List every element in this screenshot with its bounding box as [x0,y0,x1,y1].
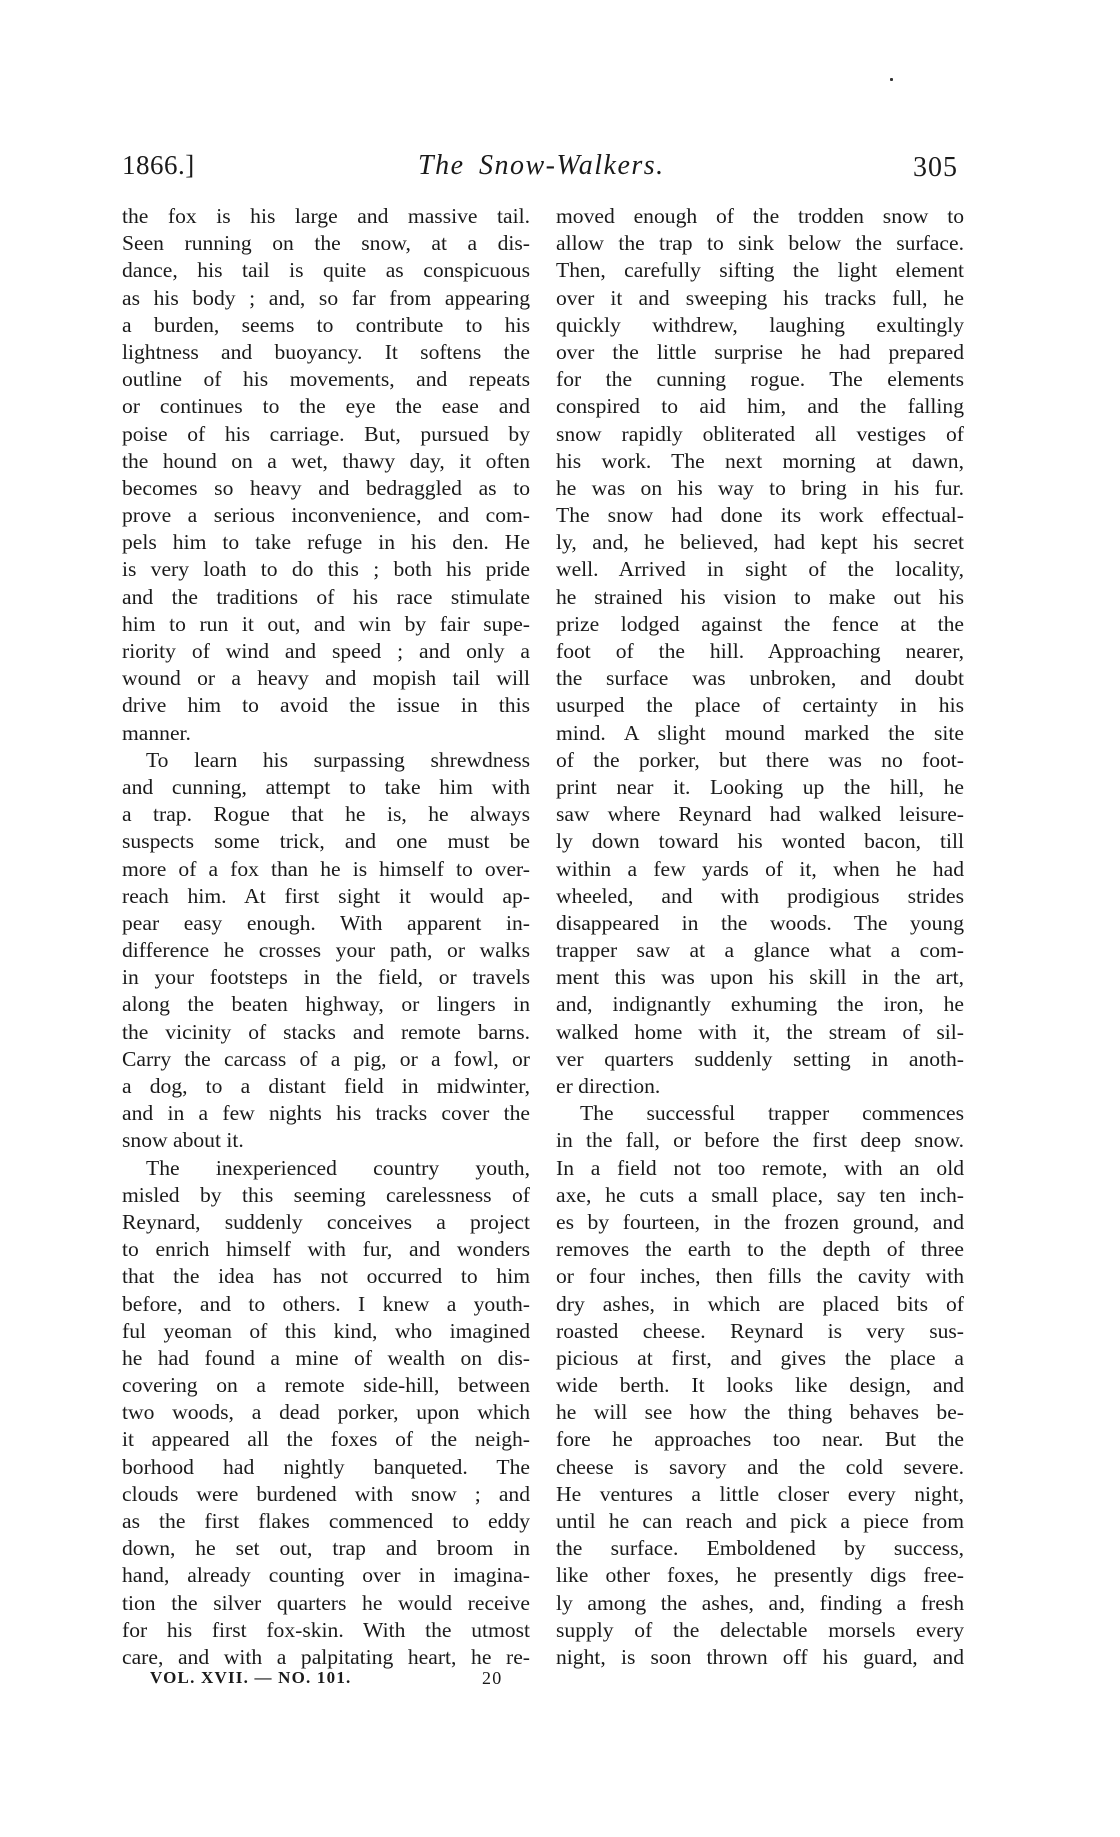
text-line: two woods, a dead porker, upon which [122,1400,530,1425]
text-line: foot of the hill. Approaching nearer, [556,639,964,663]
text-line: The inexperienced country youth, [146,1155,530,1180]
text-line: roasted cheese. Reynard is very sus- [556,1318,964,1343]
text-line: To learn his surpassing shrewdness [146,747,530,772]
volume-signature: VOL. XVII. — NO. 101. [150,1668,352,1687]
text-line: saw where Reynard had walked leisure- [556,802,964,827]
text-line: er direction. [556,1074,661,1098]
text-line: wound or a heavy and mopish tail will [122,666,530,691]
text-line: he was on his way to bring in his fur. [556,475,964,500]
text-line: and the traditions of his race stimulate [122,584,530,609]
text-line: for the cunning rogue. The elements [556,367,964,392]
signature-mark: 20 [482,1668,503,1688]
text-line: the surface. Emboldened by success, [556,1536,964,1561]
text-line: covering on a remote side-hill, between [122,1373,530,1398]
text-line: along the beaten highway, or lingers in [122,992,530,1017]
text-line: more of a fox than he is himself to over- [122,856,530,881]
text-line: fore he approaches too near. But the [556,1427,964,1452]
scan-speck [890,78,893,81]
text-line: ly down toward his wonted bacon, till [556,829,964,854]
text-line: ful yeoman of this kind, who imagined [122,1318,530,1343]
text-line: borhood had nightly banqueted. The [122,1454,530,1479]
footer [150,1668,510,1694]
text-line: dance, his tail is quite as conspicuous [122,258,530,283]
text-line: he had found a mine of wealth on dis- [122,1345,530,1370]
text-line: Then, carefully sifting the light element [556,258,964,283]
text-line: tion the silver quarters he would receive [122,1590,530,1615]
text-line: Reynard, suddenly conceives a project [122,1209,530,1234]
text-line: clouds were burdened with snow ; and [122,1481,530,1506]
text-line: within a few yards of it, when he had [556,856,964,881]
text-line: conspired to aid him, and the falling [556,394,964,419]
text-line: He ventures a little closer every night, [556,1481,964,1506]
text-line: trapper saw at a glance what a com- [556,938,964,963]
text-line: he will see how the thing behaves be- [556,1400,964,1425]
text-line: ver quarters suddenly setting in anoth- [556,1046,964,1071]
text-line: Seen running on the snow, at a dis- [122,231,530,256]
text-line: hand, already counting over in imagina- [122,1563,530,1588]
text-line: outline of his movements, and repeats [122,367,530,392]
text-line: supply of the delectable morsels every [556,1617,964,1642]
text-line: down, he set out, trap and broom in [122,1536,530,1561]
text-line: drive him to avoid the issue in this [122,693,530,718]
running-head-title: The Snow-Walkers. [418,150,665,181]
text-line: his work. The next morning at dawn, [556,448,964,473]
text-line: usurped the place of certainty in his [556,693,964,718]
text-line: lightness and buoyancy. It softens the [122,339,530,364]
text-line: over it and sweeping his tracks full, he [556,285,964,310]
text-line: over the little surprise he had prepared [556,339,964,364]
text-line: ly, and, he believed, had kept his secret [556,530,964,555]
text-line: or continues to the eye the ease and [122,394,530,419]
text-line: or four inches, then fills the cavity with [556,1264,964,1289]
text-line: manner. [122,720,191,745]
text-line: like other foxes, he presently digs free- [556,1563,964,1588]
text-line: that the idea has not occurred to him [122,1264,530,1289]
text-line: cheese is savory and the cold severe. [556,1454,964,1479]
text-line: and cunning, attempt to take him with [122,774,530,799]
text-line: for his first fox-skin. With the utmost [122,1617,530,1642]
text-line: misled by this seeming carelessness of [122,1182,530,1207]
text-line: snow about it. [122,1128,244,1153]
text-line: disappeared in the woods. The young [556,910,964,935]
text-line: walked home with it, the stream of sil- [556,1019,964,1044]
running-head-year: 1866.] [122,150,195,180]
text-line: of the porker, but there was no foot- [556,747,964,772]
text-line: dry ashes, in which are placed bits of [556,1291,964,1316]
text-line: mind. A slight mound marked the site [556,720,964,745]
text-line: and, indignantly exhuming the iron, he [556,992,964,1017]
text-line: print near it. Looking up the hill, he [556,774,964,799]
text-line: The snow had done its work effectual- [556,503,964,528]
text-line: snow rapidly obliterated all vestiges of [556,421,964,446]
text-line: In a field not too remote, with an old [556,1155,964,1180]
text-line: as the first flakes commenced to eddy [122,1509,530,1533]
text-line: him to run it out, and win by fair supe- [122,611,530,636]
text-line: before, and to others. I knew a youth- [122,1291,530,1316]
text-line: wheeled, and with prodigious strides [556,883,964,908]
text-line: is very loath to do this ; both his pride [122,557,530,582]
text-line: well. Arrived in sight of the locality, [556,557,964,582]
text-line: wide berth. It looks like design, and [556,1373,964,1398]
text-line: in your footsteps in the field, or travels [122,965,530,990]
text-line: to enrich himself with fur, and wonders [122,1237,530,1262]
text-line: pels him to take refuge in his den. He [122,530,530,555]
text-line: Carry the carcass of a pig, or a fowl, or [122,1046,530,1071]
text-line: night, is soon thrown off his guard, and [556,1644,964,1669]
text-line: the hound on a wet, thawy day, it often [122,448,530,473]
text-line: he strained his vision to make out his [556,584,964,609]
text-line: allow the trap to sink below the surface. [556,231,964,256]
text-line: pear easy enough. With apparent in- [122,910,530,935]
text-line: prize lodged against the fence at the [556,611,964,636]
text-line: as his body ; and, so far from appearing [122,285,530,310]
text-line: prove a serious inconvenience, and com- [122,503,530,528]
running-head [122,150,960,186]
text-line: difference he crosses your path, or walks [122,938,530,963]
left-column [122,203,530,1671]
text-line: removes the earth to the depth of three [556,1237,964,1262]
text-line: until he can reach and pick a piece from [556,1509,964,1533]
right-column [556,203,964,1671]
text-line: it appeared all the foxes of the neigh- [122,1427,530,1452]
text-line: ly among the ashes, and, finding a fresh [556,1590,964,1615]
text-line: suspects some trick, and one must be [122,829,530,854]
text-line: care, and with a palpitating heart, he re- [122,1644,530,1669]
text-line: the vicinity of stacks and remote barns. [122,1019,530,1044]
text-line: a burden, seems to contribute to his [122,312,530,337]
text-line: es by fourteen, in the frozen ground, and [556,1209,964,1234]
text-line: in the fall, or before the first deep snow. [556,1128,964,1153]
text-line: a dog, to a distant field in midwinter, [122,1074,530,1098]
text-line: moved enough of the trodden snow to [556,204,964,228]
text-line: the surface was unbroken, and doubt [556,666,964,691]
text-line: and in a few nights his tracks cover the [122,1101,530,1126]
text-line: the fox is his large and massive tail. [122,204,530,228]
text-line: riority of wind and speed ; and only a [122,639,530,663]
text-line: The successful trapper commences [580,1101,964,1126]
text-line: becomes so heavy and bedraggled as to [122,475,530,500]
text-line: poise of his carriage. But, pursued by [122,421,530,446]
page-number: 305 [913,152,958,183]
text-line: picious at first, and gives the place a [556,1345,964,1370]
text-line: reach him. At first sight it would ap- [122,883,530,908]
text-line: axe, he cuts a small place, say ten inch- [556,1182,964,1207]
text-line: a trap. Rogue that he is, he always [122,802,530,827]
text-line: quickly withdrew, laughing exultingly [556,312,964,337]
text-line: ment this was upon his skill in the art, [556,965,964,990]
